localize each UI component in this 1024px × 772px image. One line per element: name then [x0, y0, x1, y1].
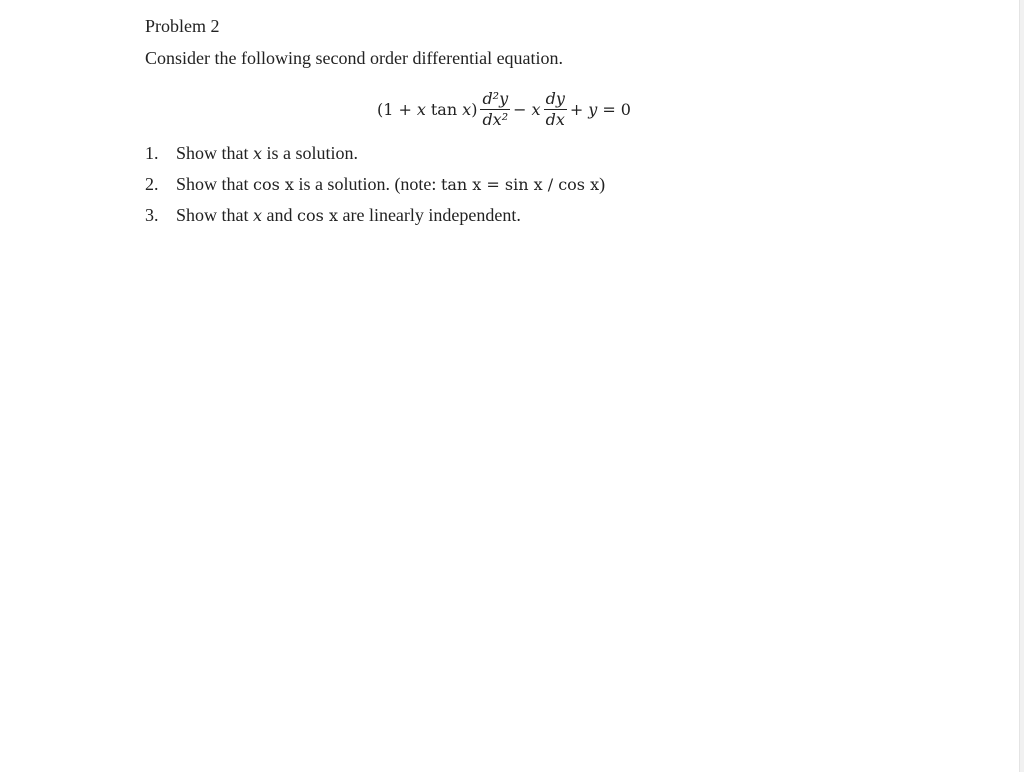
item-text: are linearly independent. [342, 205, 521, 225]
item-text: Show that [176, 205, 254, 225]
eq-x: x [416, 99, 426, 119]
eq-close-paren: ) [471, 99, 478, 119]
item-math: tan x = sin x / cos x [440, 175, 600, 194]
first-derivative-fraction [544, 90, 567, 129]
eq-plus: + [398, 99, 412, 119]
problem-title: Problem 2 [145, 16, 220, 36]
list-item [145, 173, 605, 196]
item-number: 3. [145, 205, 159, 225]
item-text: and [266, 205, 298, 225]
eq-open-paren: ( [377, 99, 384, 119]
eq-minus: − [513, 99, 527, 119]
item-text: is a solution. [266, 143, 359, 163]
item-math: cos x [253, 175, 294, 194]
item-number: 1. [145, 143, 159, 163]
eq-zero: 0 [620, 99, 631, 119]
fraction-denominator: dx [545, 109, 565, 129]
eq-equals: = [602, 99, 616, 119]
item-text: is a solution. (note: [298, 174, 441, 194]
item-math: cos x [297, 206, 338, 225]
item-text: Show that [176, 143, 254, 163]
fraction-numerator: dy [545, 88, 565, 108]
item-number: 2. [145, 174, 159, 194]
second-derivative-fraction [480, 90, 510, 129]
list-item [145, 142, 358, 165]
eq-plus: + [569, 99, 584, 119]
eq-tan: tan [430, 99, 458, 119]
fraction-denominator: dx² [482, 109, 509, 129]
list-item [145, 204, 521, 227]
eq-y: y [588, 99, 598, 119]
item-math: x [253, 206, 263, 225]
eq-x: x [462, 99, 472, 119]
fraction-numerator: d²y [482, 88, 509, 108]
eq-x: x [531, 99, 541, 119]
problem-intro: Consider the following second order differential equation. [145, 48, 564, 68]
item-text: Show that [176, 174, 254, 194]
eq-one: 1 [383, 99, 394, 119]
item-math: x [253, 144, 263, 163]
differential-equation [377, 84, 631, 134]
page-edge [1020, 0, 1024, 772]
item-text: ) [599, 174, 606, 194]
